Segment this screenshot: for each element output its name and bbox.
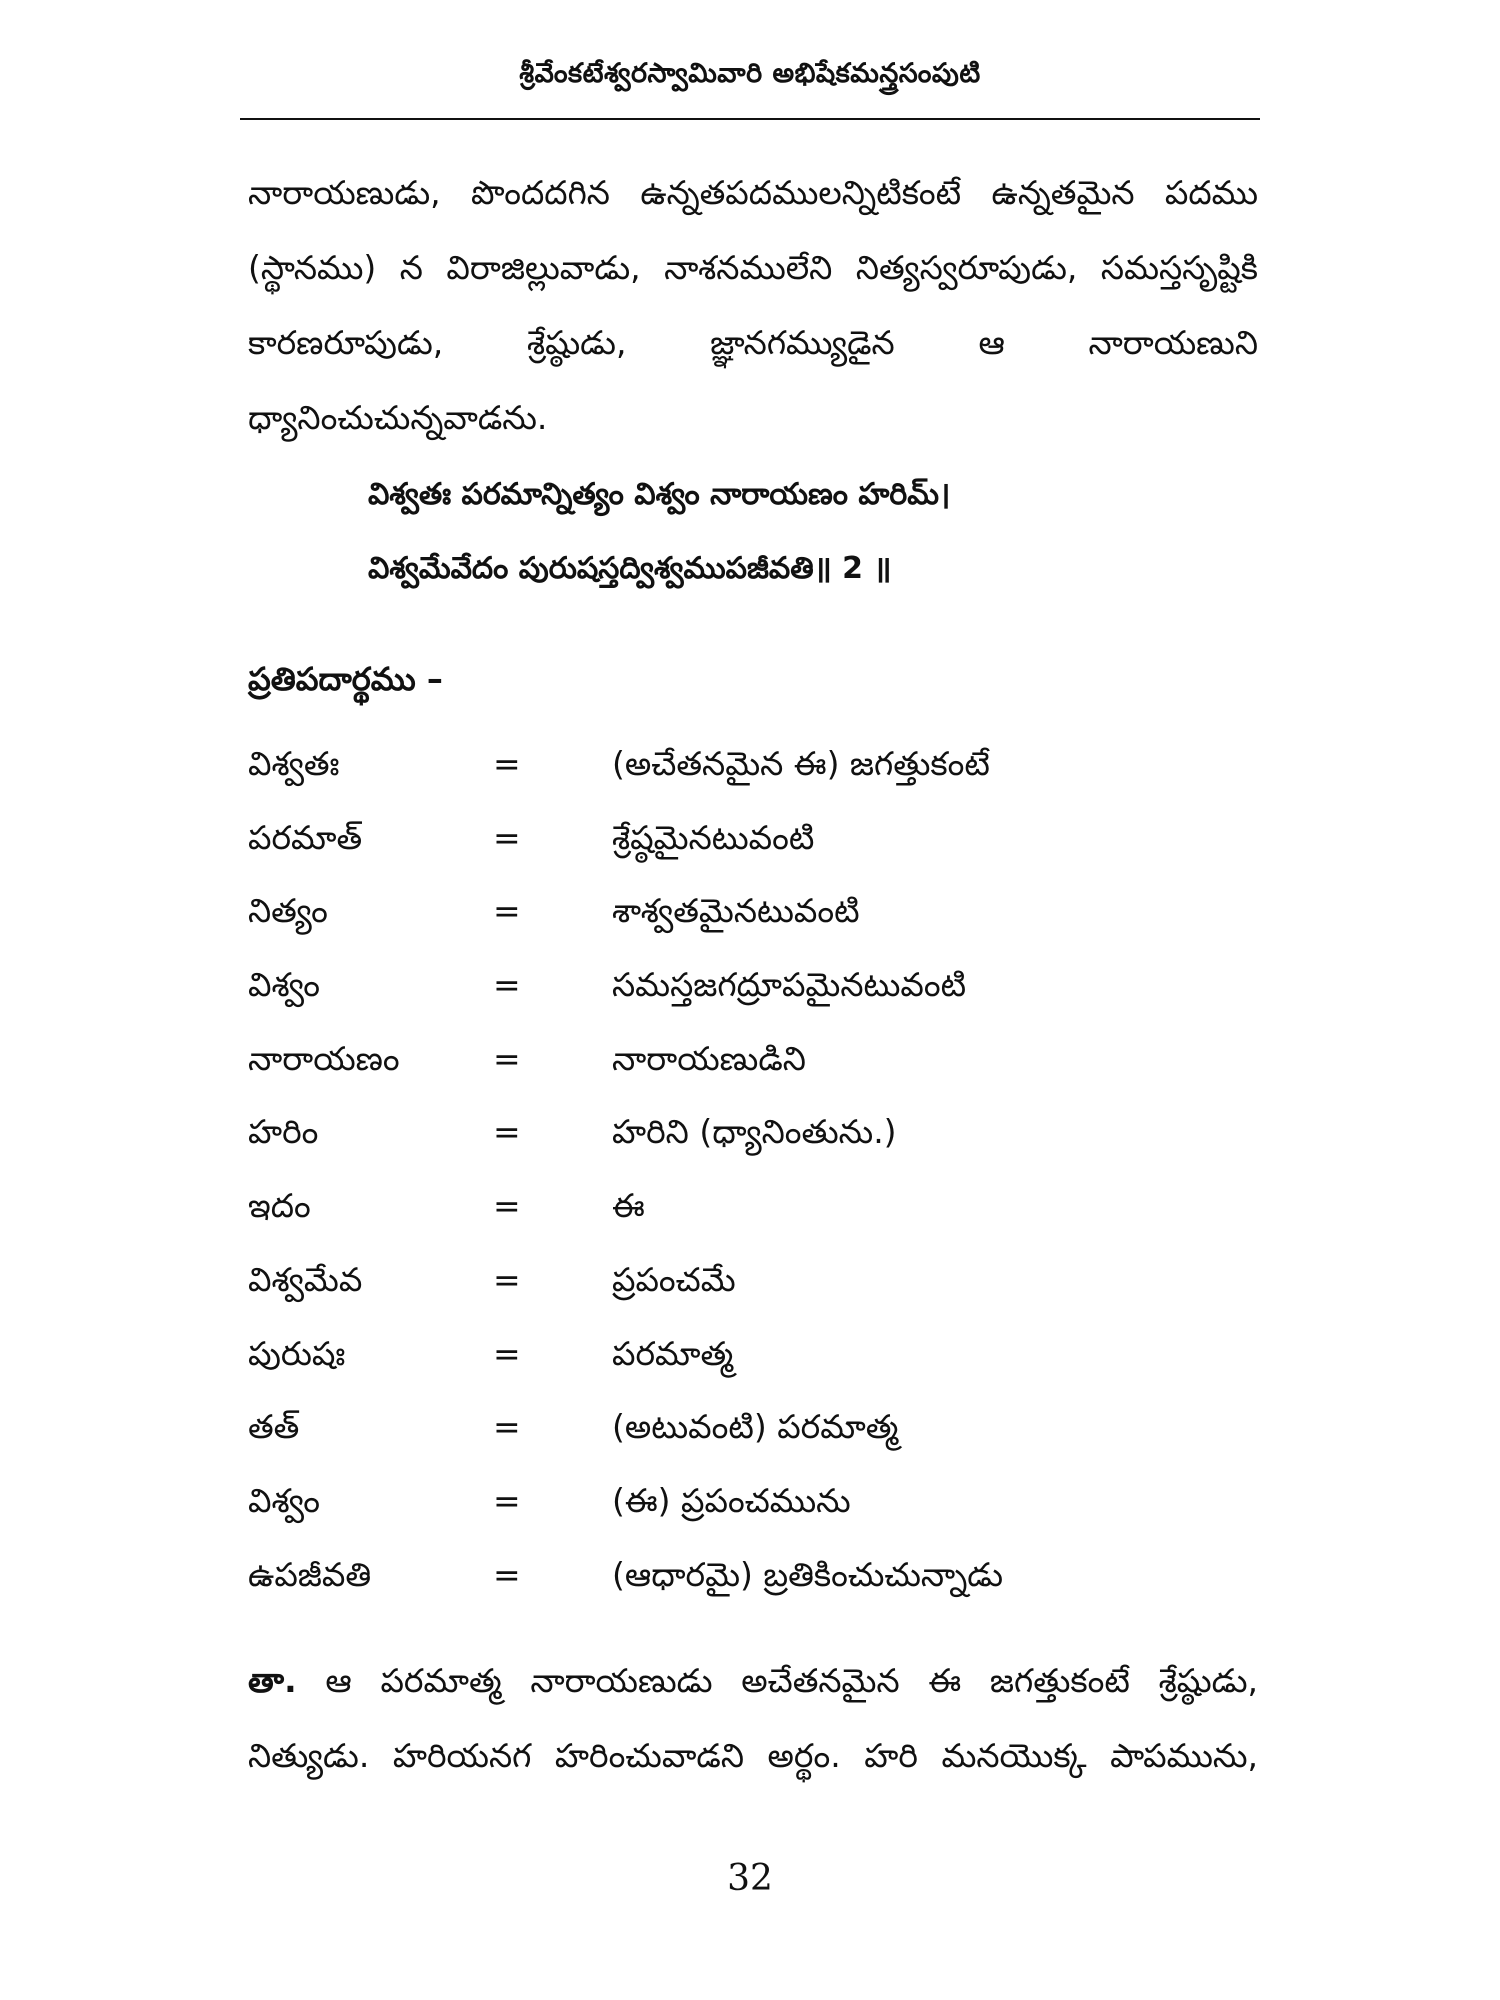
equals-sign: = — [493, 744, 521, 783]
glossary-row — [248, 1334, 1258, 1408]
glossary-meaning: పరమాత్మ — [612, 1333, 734, 1373]
glossary-term: నారాయణం — [248, 1038, 400, 1078]
glossary-meaning: (అటువంటి) పరమాత్మ — [612, 1407, 899, 1447]
word-meaning-list — [248, 744, 1258, 1628]
summary-line — [248, 1643, 1258, 1718]
equals-sign: = — [493, 965, 521, 1005]
glossary-meaning: (ఆధారమై) బ్రతికించుచున్నాడు — [612, 1554, 1004, 1594]
summary-line: నిత్యుడు. హరియనగ హరించువాడని అర్థం. హరి మనయొక్క పాపమును, — [248, 1736, 1258, 1775]
glossary-row — [248, 965, 1258, 1039]
glossary-term: పురుషః — [248, 1333, 346, 1373]
glossary-term: విశ్వం — [248, 965, 320, 1005]
intro-paragraph — [248, 155, 1258, 455]
glossary-meaning: సమస్తజగద్రూపమైనటువంటి — [612, 965, 967, 1005]
glossary-meaning: హరిని (ధ్యానింతును.) — [612, 1112, 897, 1152]
paragraph-line: నారాయణుడు, పొందదగిన ఉన్నతపదములన్నిటికంటే ఉన్నతమైన పదము — [248, 173, 1258, 212]
equals-sign: = — [493, 1038, 521, 1078]
glossary-term: విశ్వతః — [248, 744, 340, 783]
glossary-term: హరిం — [248, 1112, 319, 1152]
glossary-term: ఉపజీవతి — [248, 1554, 372, 1594]
glossary-term: ఇదం — [248, 1186, 311, 1226]
equals-sign: = — [493, 1333, 521, 1373]
glossary-row — [248, 1481, 1258, 1555]
header-divider — [240, 118, 1260, 120]
equals-sign: = — [493, 1186, 521, 1226]
equals-sign: = — [493, 1554, 521, 1594]
page-number: 32 — [727, 1858, 773, 1899]
equals-sign: = — [493, 1112, 521, 1152]
glossary-row — [248, 1186, 1258, 1260]
glossary-meaning: ఈ — [612, 1186, 645, 1226]
glossary-meaning: నారాయణుడిని — [612, 1038, 806, 1078]
summary-paragraph — [248, 1643, 1258, 1793]
equals-sign: = — [493, 1407, 521, 1447]
glossary-row — [248, 1260, 1258, 1334]
glossary-row — [248, 891, 1258, 965]
glossary-row — [248, 1112, 1258, 1186]
glossary-heading: ప్రతిపదార్థము – — [248, 660, 443, 698]
glossary-meaning: (అచేతనమైన ఈ) జగత్తుకంటే — [612, 744, 990, 783]
verse-line: విశ్వతః పరమాన్నిత్యం విశ్వం నారాయణం హరిమ్। — [368, 477, 951, 512]
running-header: శ్రీవేంకటేశ్వరస్వామివారి అభిషేకమన్త్రసంపుటి — [519, 58, 981, 89]
glossary-meaning: (ఈ) ప్రపంచమును — [612, 1480, 851, 1520]
equals-sign: = — [493, 1480, 521, 1520]
glossary-term: నిత్యం — [248, 891, 328, 931]
equals-sign: = — [493, 817, 521, 857]
glossary-term: పరమాత్ — [248, 817, 363, 857]
glossary-row — [248, 1555, 1258, 1629]
glossary-meaning: శాశ్వతమైనటువంటి — [612, 891, 860, 931]
paragraph-line: ధ్యానించుచున్నవాడను. — [248, 398, 548, 437]
paragraph-line: (స్థానము) న విరాజిల్లువాడు, నాశనములేని నిత్యస్వరూపుడు, సమస్తసృష్టికి — [248, 248, 1258, 287]
glossary-term: విశ్వం — [248, 1480, 320, 1520]
sanskrit-verse — [368, 458, 1268, 606]
glossary-term: తత్ — [248, 1407, 300, 1447]
equals-sign: = — [493, 1259, 521, 1299]
glossary-row — [248, 744, 1258, 818]
equals-sign: = — [493, 891, 521, 931]
paragraph-line: కారణరూపుడు, శ్రేష్ఠుడు, జ్ఞానగమ్యుడైన ఆ నారాయణుని — [248, 323, 1258, 362]
glossary-row — [248, 818, 1258, 892]
glossary-row — [248, 1039, 1258, 1113]
glossary-meaning: ప్రపంచమే — [612, 1259, 736, 1299]
glossary-meaning: శ్రేష్ఠమైనటువంటి — [612, 817, 815, 857]
glossary-row — [248, 1407, 1258, 1481]
glossary-term: విశ్వమేవ — [248, 1259, 363, 1299]
verse-line: విశ్వమేవేదం పురుషస్తద్విశ్వముపజీవతి॥ 2 ॥ — [368, 551, 892, 586]
summary-text: ఆ పరమాత్మ నారాయణుడు అచేతనమైన ఈ జగత్తుకంటే శ్రేష్ఠుడు, — [325, 1661, 1258, 1700]
summary-label: తా. — [248, 1661, 297, 1700]
